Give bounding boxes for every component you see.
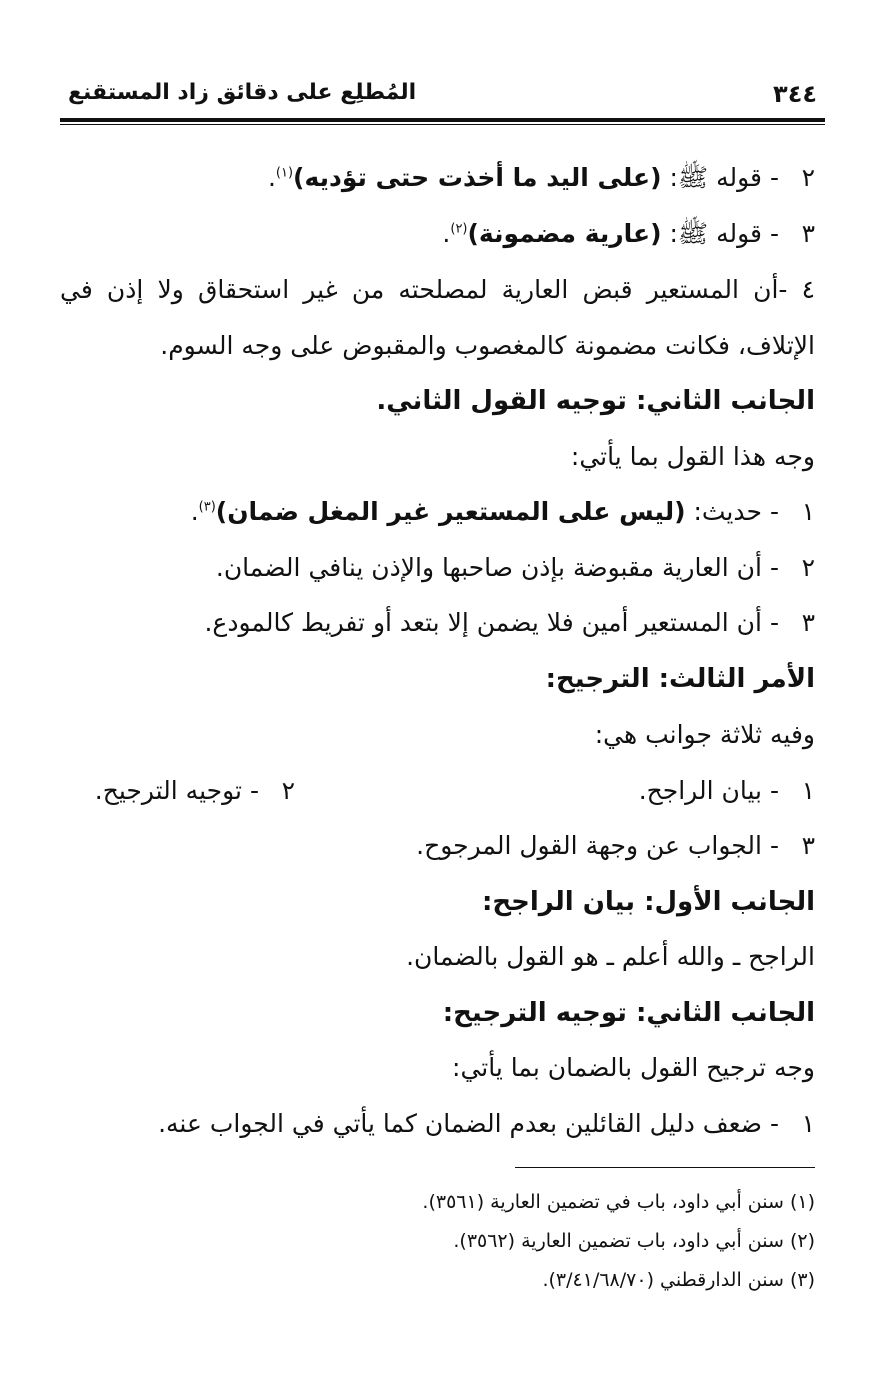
footnote-ref[interactable]: (١) bbox=[275, 165, 294, 181]
list-item: ٣-أن المستعير أمين فلا يضمن إلا بتعد أو تفريط كالمودع. bbox=[204, 608, 815, 637]
section-heading: الجانب الثاني: توجيه الترجيح: bbox=[442, 998, 815, 1028]
list-item: ١-ضعف دليل القائلين بعدم الضمان كما يأتي في الجواب عنه. bbox=[158, 1109, 815, 1138]
footnote-ref[interactable]: (٣) bbox=[198, 499, 216, 515]
footnote: (٢) سنن أبي داود، باب تضمين العارية (٣٥٦٢). bbox=[453, 1230, 815, 1252]
header-rule-thick bbox=[60, 118, 825, 122]
list-item: ٣-الجواب عن وجهة القول المرجوح. bbox=[416, 831, 815, 860]
section-heading: الجانب الثاني: توجيه القول الثاني. bbox=[376, 386, 815, 416]
footnote: (٣) سنن الدارقطني (٣/٤١/٦٨/٧٠). bbox=[542, 1269, 815, 1291]
section-heading: الجانب الأول: بيان الراجح: bbox=[482, 887, 815, 917]
header-rule-thin bbox=[60, 124, 825, 125]
paragraph-line: الراجح ـ والله أعلم ـ هو القول بالضمان. bbox=[406, 942, 815, 971]
paragraph-line: وجه ترجيح القول بالضمان بما يأتي: bbox=[452, 1053, 815, 1082]
footnote: (١) سنن أبي داود، باب في تضمين العارية (٣٥٦١). bbox=[422, 1191, 815, 1213]
paragraph-line: ٤ -أن المستعير قبض العارية لمصلحته من غير استحقاق ولا إذن في bbox=[60, 275, 815, 304]
section-heading: الأمر الثالث: الترجيح: bbox=[545, 664, 815, 694]
page-number: ٣٤٤ bbox=[773, 80, 817, 108]
list-item: ٣-قوله ﷺ: (عارية مضمونة)$^{(٢)}$. bbox=[442, 219, 815, 248]
paragraph-line: وجه هذا القول بما يأتي: bbox=[570, 442, 815, 471]
list-item: ١-بيان الراجح. ٢-توجيه الترجيح. bbox=[94, 776, 815, 805]
running-title: المُطلِع على دقائق زاد المستقنع bbox=[68, 80, 417, 105]
paragraph-line: الإتلاف، فكانت مضمونة كالمغصوب والمقبوض على وجه السوم. bbox=[160, 331, 815, 360]
list-item: ٢-قوله ﷺ: (على اليد ما أخذت حتى تؤديه)$^{(١)}$. bbox=[267, 163, 815, 192]
page-header bbox=[60, 72, 825, 112]
footnote-ref[interactable]: (٢) bbox=[450, 221, 468, 237]
footnote-separator bbox=[515, 1167, 815, 1168]
paragraph-line: وفيه ثلاثة جوانب هي: bbox=[594, 720, 815, 749]
list-item: ٢-أن العارية مقبوضة بإذن صاحبها والإذن ينافي الضمان. bbox=[215, 553, 815, 582]
list-item: ١-حديث: (ليس على المستعير غير المغل ضمان)$^{(٣)}$. bbox=[190, 497, 815, 526]
